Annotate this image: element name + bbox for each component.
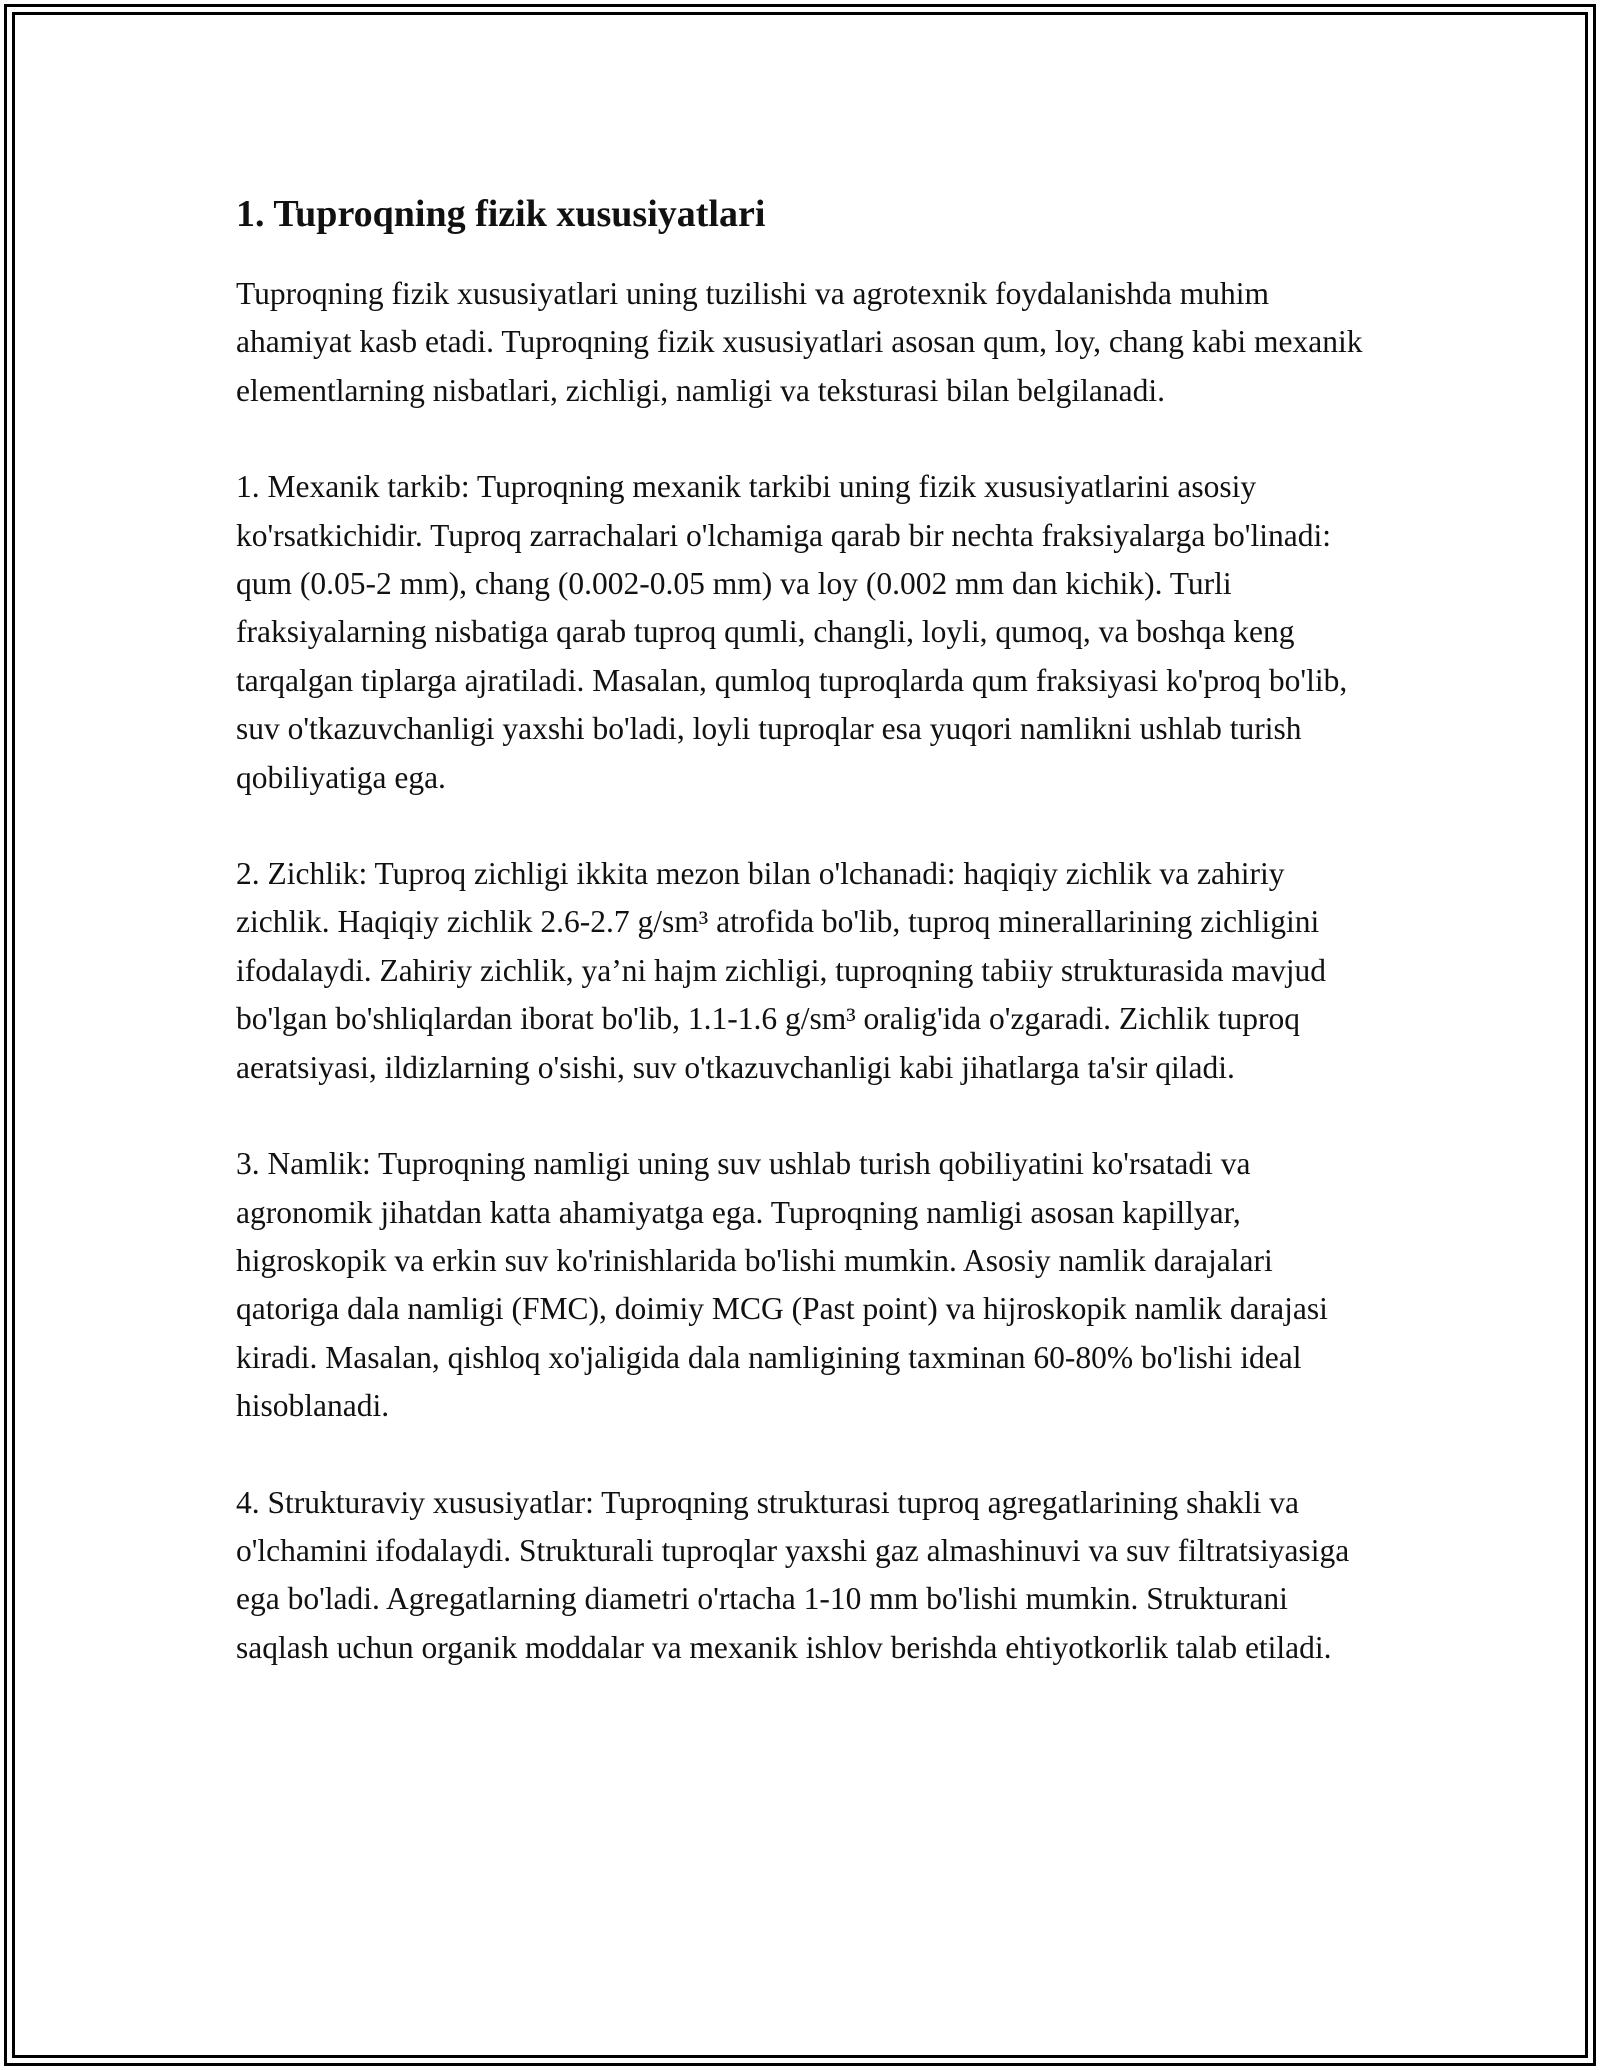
density-paragraph: 2. Zichlik: Tuproq zichligi ikkita mezon bilan o'lchanadi: haqiqiy zichlik va zahiriy zichlik. Haqiqiy zichlik 2.6-2.7 g/sm³ atrofida bo'lib, tuproq minerallarining zichligini ifodalaydi. Zahiriy zichlik, ya’ni hajm zichligi, tuproqning tabiiy strukturasida mavjud bo'lgan bo'shliqlardan iborat bo'lib, 1.1-1.6 g/sm³ oralig'ida o'zgaradi. Zichlik tuproq aeratsiyasi, ildizlarning o'sishi, suv o'tkazuvchanligi kabi jihatlarga ta'sir qiladi. bbox=[236, 856, 1326, 1085]
mechanical-composition-paragraph: 1. Mexanik tarkib: Tuproqning mexanik tarkibi uning fizik xususiyatlarini asosiy ko'rsatkichidir. Tuproq zarrachalari o'lchamiga qarab bir nechta fraksiyalarga bo'linadi: qum (0.05-2 mm), chang (0.002-0.05 mm) va loy (0.002 mm dan kichik). Turli fraksiyalarning nisbatiga qarab tuproq qumli, changli, loyli, qumoq, va boshqa keng tarqalgan tiplarga ajratiladi. Masalan, qumloq tuproqlarda qum fraksiyasi ko'proq bo'lib, suv o'tkazuvchanligi yaxshi bo'ladi, loyli tuproqlar esa yuqori namlikni ushlab turish qobiliyatiga ega. bbox=[236, 469, 1348, 795]
moisture-paragraph: 3. Namlik: Tuproqning namligi uning suv ushlab turish qobiliyatini ko'rsatadi va agronomik jihatdan katta ahamiyatga ega. Tuproqning namligi asosan kapillyar, higroskopik va erkin suv ko'rinishlarida bo'lishi mumkin. Asosiy namlik darajalari qatoriga dala namligi (FMC), doimiy MCG (Past point) va hijroskopik namlik darajasi kiradi. Masalan, qishloq xo'jaligida dala namligining taxminan 60-80% bo'lishi ideal hisoblanadi. bbox=[236, 1146, 1328, 1424]
intro-paragraph: Tuproqning fizik xususiyatlari uning tuzilishi va agrotexnik foydalanishda muhim ahamiyat kasb etadi. Tuproqning fizik xususiyatlari asosan qum, loy, chang kabi mexanik elementlarning nisbatlari, zichligi, namligi va teksturasi bilan belgilanadi. bbox=[236, 276, 1363, 408]
document-body bbox=[236, 188, 1376, 1720]
document-title: 1. Tuproqning fizik xususiyatlari bbox=[236, 193, 766, 235]
structural-properties-paragraph: 4. Strukturaviy xususiyatlar: Tuproqning strukturasi tuproq agregatlarining shakli va o'lchamini ifodalaydi. Strukturali tuproqlar yaxshi gaz almashinuvi va suv filtratsiyasiga ega bo'ladi. Agregatlarning diametri o'rtacha 1-10 mm bo'lishi mumkin. Strukturani saqlash uchun organik moddalar va mexanik ishlov berishda ehtiyotkorlik talab etiladi. bbox=[236, 1484, 1350, 1665]
